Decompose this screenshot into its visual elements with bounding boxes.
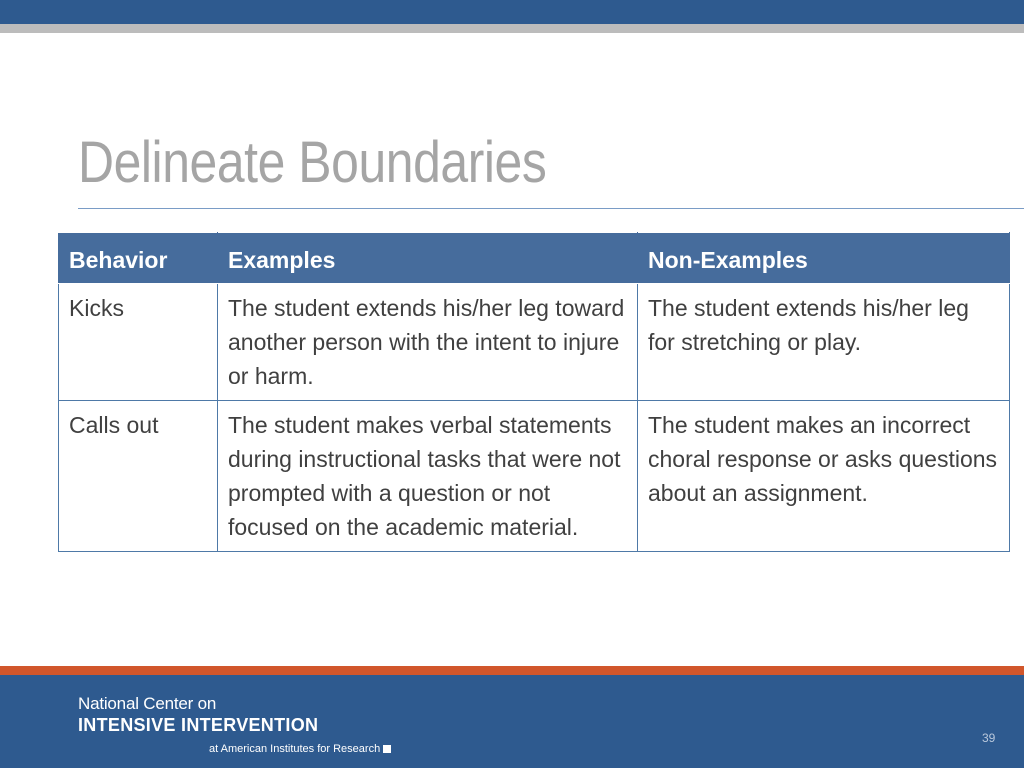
behavior-definitions-table [58, 232, 1010, 552]
logo-square-icon [383, 745, 391, 753]
examples-cell: The student extends his/her leg toward another person with the intent to injure or harm. [218, 284, 638, 401]
table-row [59, 401, 1010, 552]
title-divider [78, 208, 1024, 209]
non-examples-cell: The student makes an incorrect choral response or asks questions about an assignment. [638, 401, 1010, 552]
table-header-row [59, 233, 1010, 284]
examples-cell: The student makes verbal statements during instructional tasks that were not prompted with a question or not focused on the academic material. [218, 401, 638, 552]
logo-line-air [78, 742, 391, 756]
logo-line-national-center: National Center on [78, 694, 217, 713]
header-non-examples: Non-Examples [638, 233, 1010, 284]
behavior-cell: Kicks [59, 284, 218, 401]
header-examples: Examples [218, 233, 638, 284]
page-number: 39 [982, 731, 996, 745]
behavior-cell: Calls out [59, 401, 218, 552]
logo-air-text: at American Institutes for Research [209, 743, 381, 755]
footer-accent-stripe [0, 666, 1024, 675]
non-examples-cell: The student extends his/her leg for stretching or play. [638, 284, 1010, 401]
top-gray-stripe [0, 24, 1024, 33]
table-row [59, 284, 1010, 401]
header-behavior: Behavior [59, 233, 218, 284]
top-banner [0, 0, 1024, 24]
logo-line-intensive-intervention: INTENSIVE INTERVENTION [78, 715, 319, 735]
slide-title: Delineate Boundaries [78, 130, 547, 195]
organization-logo [78, 694, 391, 756]
